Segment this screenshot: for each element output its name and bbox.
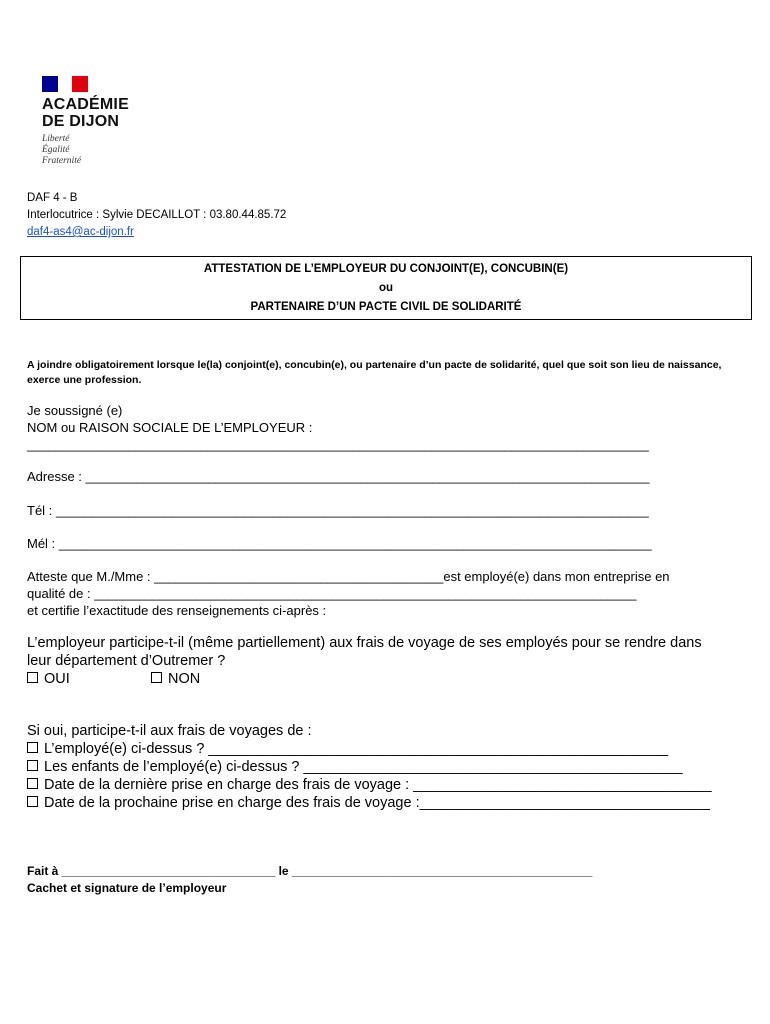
non-option[interactable]: NON bbox=[151, 670, 200, 688]
academie-logo bbox=[36, 72, 156, 177]
title-box bbox=[20, 256, 752, 320]
phone-field[interactable]: Tél : __________________________________________________________________________________ bbox=[27, 503, 649, 518]
checkbox-icon[interactable] bbox=[27, 778, 38, 789]
employer-name-label: NOM ou RAISON SOCIALE DE L’EMPLOYEUR : bbox=[27, 420, 313, 435]
oui-option[interactable]: OUI bbox=[27, 670, 70, 688]
interlocutor: Interlocutrice : Sylvie DECAILLOT : 03.80.44.85.72 bbox=[27, 209, 287, 221]
email-field[interactable]: Mél : __________________________________________________________________________________ bbox=[27, 536, 652, 551]
logo-name: ACADÉMIE DE DIJON bbox=[42, 96, 129, 130]
address-field[interactable]: Adresse : ______________________________________________________________________________ bbox=[27, 469, 650, 484]
employer-name-field[interactable]: ______________________________________________________________________________________ bbox=[27, 437, 649, 452]
option-enfants[interactable]: Les enfants de l’employé(e) ci-dessus ? _______________________________________________ bbox=[27, 758, 683, 776]
soussigne-label: Je soussigné (e) bbox=[27, 403, 123, 418]
question1-line1: L’employeur participe-t-il (même partiellement) aux frais de voyage de ses employés pour se rendre dans bbox=[27, 635, 702, 651]
certifie-text: et certifie l’exactitude des renseignements ci-après : bbox=[27, 603, 327, 618]
title-line-3: PARTENAIRE D’UN PACTE CIVIL DE SOLIDARITÉ bbox=[250, 301, 522, 314]
checkbox-icon[interactable] bbox=[27, 796, 38, 807]
marianne-flag-icon bbox=[42, 76, 88, 92]
title-line-1: ATTESTATION DE L’EMPLOYEUR DU CONJOINT(E), CONCUBIN(E) bbox=[203, 262, 569, 275]
email-link[interactable]: daf4-as4@ac-dijon.fr bbox=[27, 226, 134, 238]
mandatory-note: A joindre obligatoirement lorsque le(la) conjoint(e), concubin(e), ou partenaire d’un pacte de solidarité, quel que soit son lieu de naissance, exerce une profession. bbox=[27, 359, 722, 386]
atteste-field[interactable]: Atteste que M./Mme : ________________________________________est employé(e) dans mon entreprise en bbox=[27, 569, 670, 584]
option-prochaine-date[interactable]: Date de la prochaine prise en charge des frais de voyage :____________________________________ bbox=[27, 794, 710, 812]
option-derniere-date[interactable]: Date de la dernière prise en charge des frais de voyage : _____________________________________ bbox=[27, 776, 712, 794]
checkbox-icon[interactable] bbox=[27, 672, 38, 683]
checkbox-icon[interactable] bbox=[27, 760, 38, 771]
checkbox-icon[interactable] bbox=[27, 742, 38, 753]
option-employe[interactable]: L’employé(e) ci-dessus ? _________________________________________________________ bbox=[27, 740, 668, 758]
logo-motto: Liberté Égalité Fraternité bbox=[42, 134, 82, 166]
title-line-2: ou bbox=[378, 281, 394, 294]
service-code: DAF 4 - B bbox=[27, 192, 78, 204]
checkbox-icon[interactable] bbox=[151, 672, 162, 683]
question2-intro: Si oui, participe-t-il aux frais de voyages de : bbox=[27, 723, 312, 739]
question1-line2: leur département d’Outremer ? bbox=[27, 653, 226, 669]
fait-a-field[interactable]: Fait à ________________________________ le _____________________________________________ bbox=[27, 864, 593, 878]
qualite-field[interactable]: qualité de : ___________________________________________________________________________ bbox=[27, 586, 637, 601]
cachet-label: Cachet et signature de l’employeur bbox=[27, 881, 227, 895]
